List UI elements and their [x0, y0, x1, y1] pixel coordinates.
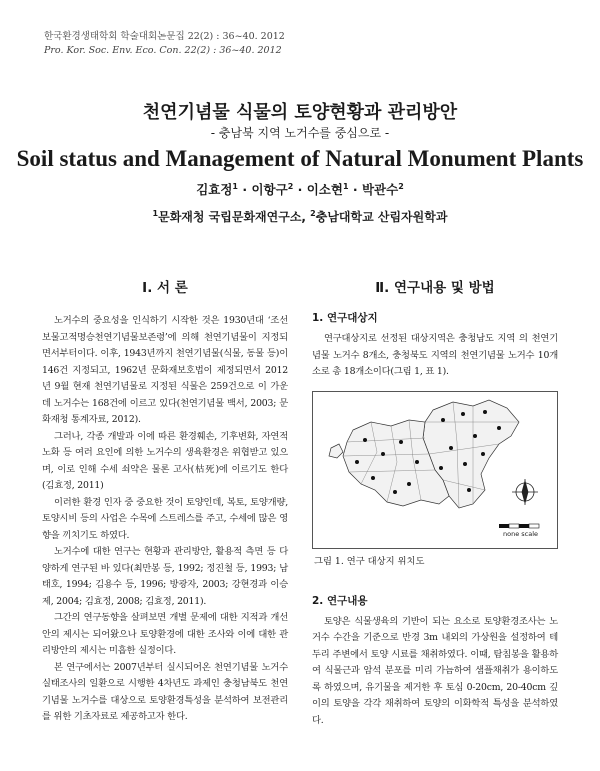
scale-bar — [499, 524, 539, 528]
author-name: 이항구 — [251, 182, 288, 197]
body-paragraph: 그간의 연구동향을 살펴보면 개별 문제에 대한 지적과 개선안의 제시는 되어왔으나 토양환경에 대한 조사와 이에 대한 관리방안의 제시는 미흡한 실정이다. — [42, 612, 288, 656]
section-heading-methods: Ⅱ. 연구내용 및 방법 — [375, 280, 495, 296]
author-affil-sup: 1 — [342, 181, 349, 191]
subsection-heading-study-site: 1. 연구대상지 — [312, 312, 378, 324]
affil-text: 충남대학교 산림자원학과 — [315, 210, 448, 224]
journal-header — [44, 30, 285, 58]
region-map — [313, 392, 557, 548]
body-paragraph: 노거수의 중요성을 인식하기 시작한 것은 1930년대 ‘조선보물고적명승천연기념물보존령’에 의해 천연기념물이 지정되면서부터이다. 이후, 1943년까지 천연기념물(식물, 동물 등)이 146건 지정되고, 1962년 문화재보호법이 제정되면서 2012년 9월 현재 천연기념물로 지정된 식물은 259건으로 이 가운데 노거수는 168건에 이르고 있다(천연기념물 백서, 2003; 문화재청 통계자료, 2012). — [42, 315, 288, 425]
paper-title-en: Soil status and Management of Natural Monument Plants — [16, 146, 584, 171]
map-scale-label: none scale — [503, 529, 539, 538]
author-separator: · — [238, 182, 252, 197]
affil-text: 문화재청 국립문화재연구소, — [158, 210, 311, 224]
affil-sup: 1 — [152, 209, 159, 218]
journal-header-en: Pro. Kor. Soc. Env. Eco. Con. 22(2) : 36~40. 2012 — [44, 45, 282, 56]
journal-header-ko: 한국환경생태학회 학술대회논문집 22(2) : 36~40. 2012 — [44, 31, 285, 42]
affiliations — [0, 208, 600, 225]
author-list — [0, 180, 600, 198]
left-column — [42, 276, 288, 726]
paper-title-ko: 천연기념물 식물의 토양현황과 관리방안 — [142, 102, 458, 123]
section-heading-intro: Ⅰ. 서 론 — [142, 280, 188, 296]
author-affil-sup: 2 — [287, 181, 294, 191]
author-separator: · — [348, 182, 362, 197]
author-affil-sup: 1 — [232, 181, 238, 191]
body-paragraph: 토양은 식물생육의 기반이 되는 요소로 토양환경조사는 노거수 수간을 기준으로 반경 3m 내외의 가상원을 설정하여 테두리 주변에서 토양 시료를 채취하였다. 이때, 탐침봉을 활용하여 식물근과 암석 분포를 미리 가늠하여 샘플채취가 용이하도록 하였으며, 유기물을 제거한 후 토심 0-20cm, 20-40cm 깊이의 토양을 각각 채취하여 토양의 이화학적 특성을 분석하였다. — [312, 615, 558, 726]
right-column — [312, 276, 558, 729]
author-name: 박관수 — [361, 182, 399, 197]
body-paragraph: 그러나, 각종 개발과 이에 따른 환경훼손, 기후변화, 자연적 노화 등 여러 요인에 의한 노거수의 생육환경은 위협받고 있으며, 이로 인해 수세 쇠약은 물론 고사(枯死)에 이르기도 한다(김효정, 2011) — [42, 430, 288, 491]
author-name: 이소현 — [306, 182, 343, 197]
author-affil-sup: 2 — [398, 181, 404, 191]
subsection-heading-contents: 2. 연구내용 — [312, 594, 368, 607]
body-paragraph: 본 연구에서는 2007년부터 실시되어온 천연기념물 노거수 실태조사의 일환으로 시행한 4차년도 과제인 충청남북도 천연기념물 노거수를 대상으로 토양환경특성을 분석하여 보전관리를 위한 기초자료로 제공하고자 한다. — [42, 661, 288, 722]
paper-subtitle-ko: - 충남북 지역 노거수를 중심으로 - — [210, 126, 390, 140]
figure-caption: 그림 1. 연구 대상지 위치도 — [314, 555, 425, 567]
affil-sup: 2 — [310, 209, 316, 218]
author-name: 김효정 — [196, 182, 233, 197]
author-separator: · — [293, 182, 307, 197]
body-paragraph: 연구대상지로 선정된 대상지역은 충청남도 지역 의 천연기념물 노거수 8개소, 충청북도 지역의 천연기념물 노거수 10개소로 총 18개소이다(그림 1, 표 1). — [312, 333, 558, 377]
compass-rose — [512, 479, 538, 505]
body-paragraph: 이러한 환경 인자 중 중요한 것이 토양인데, 복토, 토양개량, 토양시비 등의 사업은 수목에 스트레스를 주고, 수세에 많은 영향을 끼치기도 하였다. — [42, 496, 288, 541]
body-paragraph: 노거수에 대한 연구는 현황과 관리방안, 활용적 측면 등 다양하게 연구된 바 있다(최만봉 등, 1992; 정진철 등, 1993; 남태호, 1994; 김용수 등, 1996; 방광자, 2003; 강현경과 이승제, 2004; 김효정, 2008; 김효정, 2011). — [42, 546, 288, 607]
study-site-map-figure — [312, 391, 558, 549]
coastal-island — [329, 444, 343, 458]
